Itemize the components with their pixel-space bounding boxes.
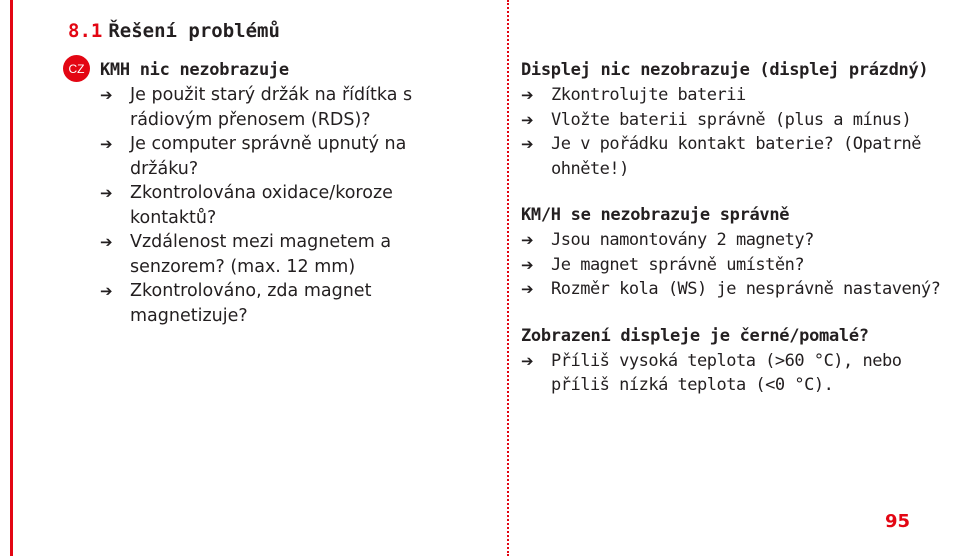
section-number: 8.1	[68, 20, 103, 42]
display-empty-heading: Displej nic nezobrazuje (displej prázdný)	[521, 60, 929, 80]
arrow-icon: ➔	[100, 184, 113, 202]
arrow-icon: ➔	[100, 233, 113, 251]
spacer	[521, 302, 941, 324]
list-item: ➔ Zkontrolováno, zda magnet magnetizuje?	[100, 281, 372, 326]
page-number: 95	[885, 511, 911, 532]
left-column	[100, 58, 480, 328]
list-item: ➔ Je computer správně upnutý na držáku?	[100, 134, 407, 179]
list-item: ➔ Je v pořádku kontakt baterie? (Opatrně ohněte!)	[521, 134, 921, 179]
language-badge: CZ	[63, 55, 90, 82]
list-item: ➔ Vzdálenost mezi magnetem a senzorem? (max. 12 mm)	[100, 232, 392, 277]
list-item: ➔ Příliš vysoká teplota (>60 °C), nebo příliš nízká teplota (<0 °C).	[521, 350, 902, 395]
list-item: ➔ Vložte baterii správně (plus a mínus)	[521, 108, 941, 133]
arrow-icon: ➔	[100, 282, 113, 300]
section-title-text: Řešení problémů	[108, 20, 280, 42]
section-title	[68, 20, 280, 42]
arrow-icon: ➔	[521, 110, 534, 129]
spacer	[521, 181, 941, 203]
list-item: ➔ Zkontrolována oxidace/koroze kontaktů?	[100, 183, 393, 228]
list-item: ➔ Zkontrolujte baterii	[521, 83, 941, 108]
arrow-icon: ➔	[521, 231, 534, 249]
arrow-icon: ➔	[521, 351, 534, 370]
list-item: ➔ Je použit starý držák na řídítka s rádiovým přenosem (RDS)?	[100, 85, 413, 130]
arrow-icon: ➔	[521, 255, 534, 274]
arrow-icon: ➔	[100, 135, 113, 153]
list-item: ➔ Je magnet správně umístěn?	[521, 253, 941, 278]
kmh-incorrect-heading: KM/H se nezobrazuje správně	[521, 205, 790, 225]
list-item: ➔ Rozměr kola (WS) je nesprávně nastavený?	[521, 277, 941, 302]
arrow-icon: ➔	[521, 86, 534, 104]
right-column	[521, 58, 941, 398]
list-item: ➔ Jsou namontovány 2 magnety?	[521, 228, 941, 253]
arrow-icon: ➔	[521, 280, 534, 298]
arrow-icon: ➔	[521, 135, 534, 153]
kmh-heading: KMH nic nezobrazuje	[100, 60, 289, 80]
left-accent-bar	[10, 0, 13, 556]
display-dark-heading: Zobrazení displeje je černé/pomalé?	[521, 325, 869, 346]
arrow-icon: ➔	[100, 86, 113, 104]
column-divider	[507, 0, 509, 556]
